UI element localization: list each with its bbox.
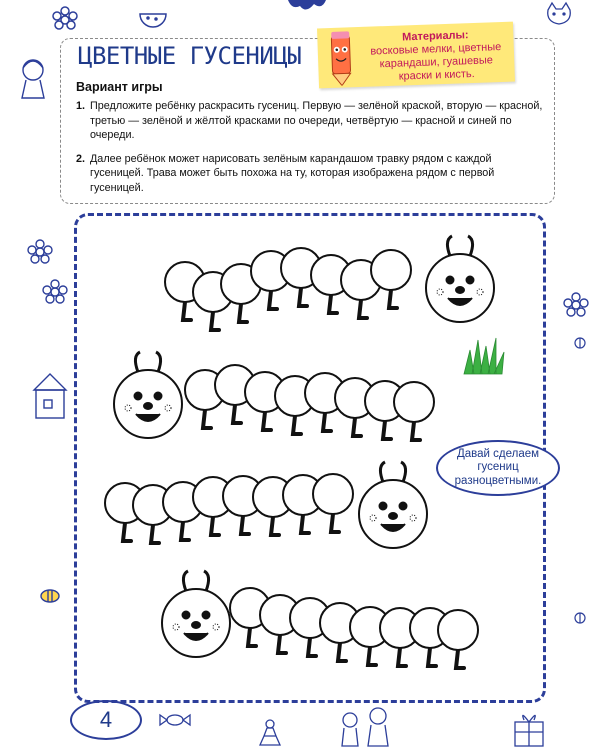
caterpillar-segment [394, 382, 434, 422]
caterpillar-leg [368, 647, 376, 665]
antenna [156, 352, 161, 372]
children-icon [342, 708, 388, 746]
eye [447, 277, 454, 284]
caterpillar-leg [353, 418, 361, 436]
caterpillar-leg [123, 523, 131, 541]
pyramid-toy-icon [260, 720, 280, 745]
caterpillar-leg [299, 288, 307, 306]
nose [144, 403, 152, 409]
caterpillar-1 [165, 236, 494, 330]
caterpillar-leg [233, 405, 241, 423]
step-text: Далее ребёнок может нарисовать зелёным карандашом травку рядом с каждой гусеницей. Трава может быть похожа на ту, которая изображена рядом с первой гусеницей. [90, 152, 495, 194]
step-text: Предложите ребёнку раскрасить гусениц. Первую — зелёной краской, вторую — красной, третью — зелёной и жёлтой красками по очереди, четвёртую — красной и синей по очереди. [90, 100, 543, 141]
caterpillar-3 [105, 462, 427, 548]
antenna [183, 571, 188, 591]
eye [400, 503, 407, 510]
caterpillar-4 [162, 571, 478, 668]
page-number: 4 [99, 707, 113, 732]
eye [155, 393, 162, 400]
caterpillar-leg [323, 413, 331, 431]
caterpillar-leg [338, 643, 346, 661]
eye [135, 393, 142, 400]
materials-items: восковые мелки, цветные карандаши, гуашевые краски и кисть. [370, 41, 502, 83]
eye [183, 612, 190, 619]
caterpillar-leg [269, 291, 277, 309]
caterpillar-leg [239, 304, 247, 322]
antenna [380, 462, 385, 482]
caterpillar-leg [331, 514, 339, 532]
caterpillar-leg [389, 290, 397, 308]
antenna [468, 236, 473, 256]
caterpillar-leg [428, 648, 436, 666]
grass-icon [462, 336, 506, 376]
nose [389, 513, 397, 519]
caterpillar-leg [241, 516, 249, 534]
caterpillar-segment [438, 610, 478, 650]
antenna [447, 236, 452, 256]
caterpillar-leg [151, 525, 159, 543]
page-number-badge [70, 700, 142, 740]
gift-icon [515, 715, 543, 746]
game-variant-heading: Вариант игры [76, 80, 163, 94]
caterpillar-leg [278, 635, 286, 653]
page-title: ЦВЕТНЫЕ ГУСЕНИЦЫ [78, 42, 302, 70]
materials-title: Материалы: [401, 29, 469, 44]
eye [467, 277, 474, 284]
caterpillar-leg [211, 517, 219, 535]
caterpillar-leg [301, 515, 309, 533]
caterpillar-segment [313, 474, 353, 514]
antenna [135, 352, 140, 372]
caterpillar-leg [359, 300, 367, 318]
antenna [204, 571, 209, 591]
step-number: 2. [76, 152, 86, 165]
eye [203, 612, 210, 619]
nose [192, 622, 200, 628]
speech-bubble: Давай сделаем гусениц разноцветными. [436, 440, 560, 496]
caterpillar-2 [114, 352, 434, 440]
antenna [401, 462, 406, 482]
caterpillar-leg [183, 302, 191, 320]
eye [380, 503, 387, 510]
caterpillar-leg [329, 295, 337, 313]
step-number: 1. [76, 100, 86, 112]
candy-icon [160, 715, 190, 725]
caterpillar-leg [203, 410, 211, 428]
caterpillar-leg [456, 650, 464, 668]
caterpillar-leg [412, 422, 420, 440]
caterpillar-leg [308, 638, 316, 656]
bottom-doodles [140, 700, 600, 750]
caterpillar-leg [398, 648, 406, 666]
caterpillar-leg [383, 421, 391, 439]
caterpillar-leg [263, 412, 271, 430]
caterpillar-leg [293, 416, 301, 434]
caterpillar-leg [211, 312, 219, 330]
caterpillar-leg [271, 517, 279, 535]
caterpillar-leg [181, 522, 189, 540]
caterpillar-segment [371, 250, 411, 290]
nose [456, 287, 464, 293]
caterpillar-leg [248, 628, 256, 646]
